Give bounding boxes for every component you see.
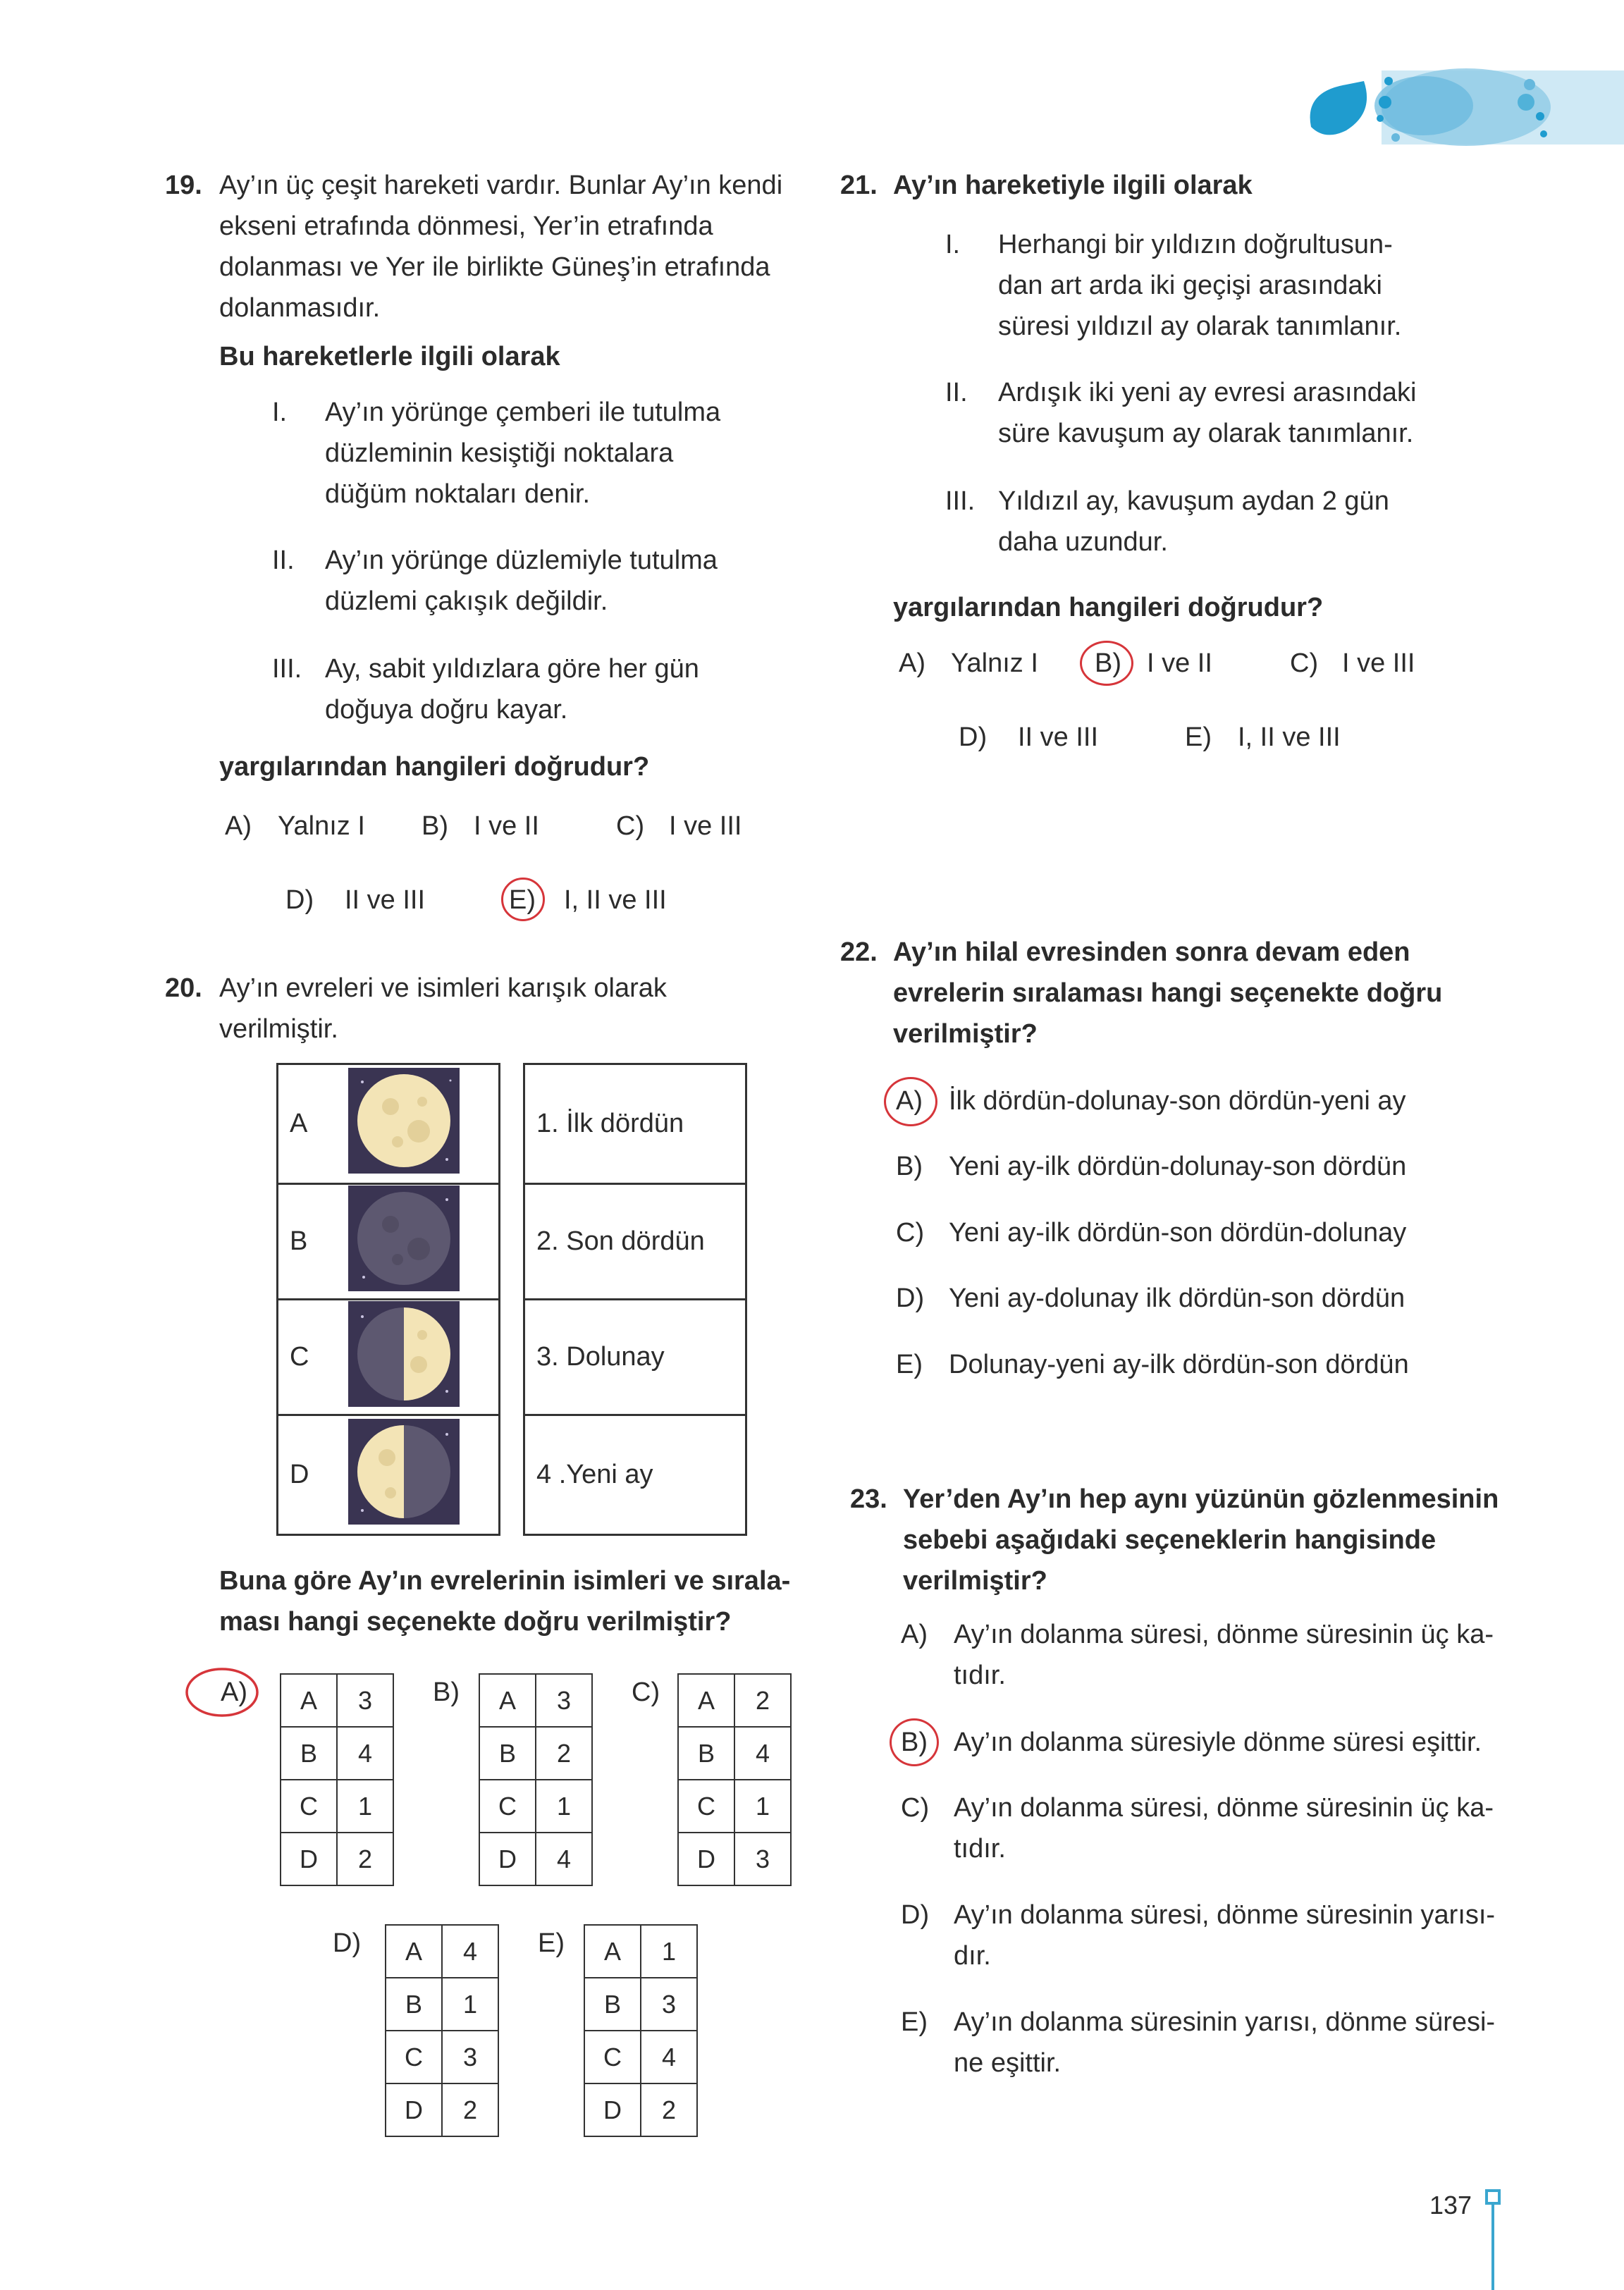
q23-option-d-line-1[interactable]: Ay’ın dolanma süresi, dönme süresinin yarısı- bbox=[954, 1900, 1496, 1930]
q22-option-d-letter[interactable]: D) bbox=[896, 1283, 925, 1313]
q23-option-c-line-1[interactable]: Ay’ın dolanma süresi, dönme süresinin üç ka- bbox=[954, 1793, 1494, 1823]
question-21-number: 21. bbox=[840, 171, 878, 200]
q23-option-a-line-2[interactable]: tıdır. bbox=[954, 1661, 1006, 1690]
q20-b-cell: B bbox=[479, 1727, 536, 1780]
phase-row-a bbox=[278, 1064, 500, 1184]
question-23-number: 23. bbox=[850, 1484, 887, 1514]
q21-statement-1-line-3: süresi yıldızıl ay olarak tanımlanır. bbox=[998, 312, 1402, 341]
question-20-question-line-2: ması hangi seçenekte doğru verilmiştir? bbox=[219, 1607, 732, 1637]
phase-label-b: B bbox=[278, 1184, 348, 1300]
question-19-stem-line-3: dolanması ve Yer ile birlikte Güneş’in etrafında bbox=[219, 252, 770, 282]
q21-statement-3-line-2: daha uzundur. bbox=[998, 527, 1168, 557]
q21-statement-1-line-2: dan art arda iki geçişi arasındaki bbox=[998, 271, 1382, 300]
q19-statement-1-roman: I. bbox=[272, 398, 288, 427]
q21-option-e-text[interactable]: I, II ve III bbox=[1238, 722, 1341, 752]
q19-option-b-text[interactable]: I ve II bbox=[474, 811, 539, 841]
question-20-question-line-1: Buna göre Ay’ın evrelerinin isimleri ve sırala- bbox=[219, 1566, 791, 1596]
q20-d-cell: C bbox=[386, 2031, 442, 2083]
question-19-number: 19. bbox=[165, 171, 202, 200]
q22-option-b-text[interactable]: Yeni ay-ilk dördün-dolunay-son dördün bbox=[949, 1152, 1407, 1181]
q20-d-cell: 2 bbox=[442, 2083, 498, 2136]
q19-option-b-letter[interactable]: B) bbox=[422, 811, 448, 841]
q21-option-b-letter[interactable]: B) bbox=[1095, 648, 1121, 678]
phase-name-2: 2. Son dördün bbox=[524, 1184, 746, 1300]
q20-option-d-letter[interactable]: D) bbox=[333, 1928, 362, 1958]
question-20-stem-line-2: verilmiştir. bbox=[219, 1014, 338, 1044]
q21-option-a-letter[interactable]: A) bbox=[899, 648, 925, 678]
q21-statement-1-line-1: Herhangi bir yıldızın doğrultusun- bbox=[998, 230, 1393, 259]
q19-statement-3-line-2: doğuya doğru kayar. bbox=[325, 695, 568, 725]
q19-statement-3-line-1: Ay, sabit yıldızlara göre her gün bbox=[325, 654, 699, 684]
question-19-lead: Bu hareketlerle ilgili olarak bbox=[219, 342, 560, 371]
q19-statement-2-line-2: düzlemi çakışık değildir. bbox=[325, 586, 608, 616]
q20-e-cell: 3 bbox=[641, 1978, 697, 2031]
q20-e-cell: 4 bbox=[641, 2031, 697, 2083]
q20-option-a-letter[interactable]: A) bbox=[221, 1678, 247, 1707]
q19-option-d-text[interactable]: II ve III bbox=[345, 885, 426, 915]
q22-option-e-letter[interactable]: E) bbox=[896, 1350, 923, 1379]
q20-d-cell: 4 bbox=[442, 1925, 498, 1978]
q23-option-a-letter[interactable]: A) bbox=[901, 1620, 928, 1649]
q19-option-e-text[interactable]: I, II ve III bbox=[564, 885, 667, 915]
q20-e-cell: C bbox=[584, 2031, 641, 2083]
q20-d-cell: 1 bbox=[442, 1978, 498, 2031]
q20-a-cell: 3 bbox=[337, 1674, 393, 1727]
q20-e-cell: A bbox=[584, 1925, 641, 1978]
q20-b-cell: 1 bbox=[536, 1780, 592, 1833]
phase-name-table bbox=[523, 1063, 747, 1536]
phase-name-1: 1. İlk dördün bbox=[524, 1064, 746, 1184]
q20-e-cell: D bbox=[584, 2083, 641, 2136]
q19-option-c-text[interactable]: I ve III bbox=[669, 811, 742, 841]
phase-row-d bbox=[278, 1415, 500, 1535]
q20-a-cell: D bbox=[281, 1833, 337, 1885]
q22-option-c-text[interactable]: Yeni ay-ilk dördün-son dördün-dolunay bbox=[949, 1218, 1407, 1248]
q19-option-a-letter[interactable]: A) bbox=[225, 811, 252, 841]
q19-option-c-letter[interactable]: C) bbox=[616, 811, 645, 841]
q22-option-c-letter[interactable]: C) bbox=[896, 1218, 925, 1248]
q21-statement-2-line-2: süre kavuşum ay olarak tanımlanır. bbox=[998, 419, 1414, 448]
question-23-stem-line-1: Yer’den Ay’ın hep aynı yüzünün gözlenmesinin bbox=[903, 1484, 1499, 1514]
phase-name-3: 3. Dolunay bbox=[524, 1300, 746, 1415]
q23-option-c-line-2[interactable]: tıdır. bbox=[954, 1834, 1006, 1864]
page-number: 137 bbox=[1429, 2191, 1472, 2220]
q20-b-cell: 4 bbox=[536, 1833, 592, 1885]
question-19-stem-line-2: ekseni etrafında dönmesi, Yer’in etrafında bbox=[219, 211, 713, 241]
q22-option-e-text[interactable]: Dolunay-yeni ay-ilk dördün-son dördün bbox=[949, 1350, 1409, 1379]
q20-c-cell: 1 bbox=[734, 1780, 791, 1833]
q19-option-a-text[interactable]: Yalnız I bbox=[278, 811, 365, 841]
q20-option-d-table[interactable] bbox=[385, 1924, 499, 2137]
q19-statement-3-roman: III. bbox=[272, 654, 302, 684]
phase-row-b bbox=[278, 1184, 500, 1300]
q19-statement-1-line-3: düğüm noktaları denir. bbox=[325, 479, 591, 509]
q20-a-cell: 1 bbox=[337, 1780, 393, 1833]
q21-option-e-letter[interactable]: E) bbox=[1185, 722, 1212, 752]
question-22-stem-line-3: verilmiştir? bbox=[893, 1019, 1038, 1049]
question-21-question: yargılarından hangileri doğrudur? bbox=[893, 593, 1324, 622]
q21-option-c-text[interactable]: I ve III bbox=[1342, 648, 1415, 678]
q20-option-e-letter[interactable]: E) bbox=[538, 1928, 565, 1958]
q21-option-a-text[interactable]: Yalnız I bbox=[951, 648, 1038, 678]
question-19-question: yargılarından hangileri doğrudur? bbox=[219, 752, 650, 782]
question-19-stem-line-4: dolanmasıdır. bbox=[219, 293, 381, 323]
first-quarter-moon-icon bbox=[348, 1301, 460, 1407]
phase-image-table bbox=[276, 1063, 500, 1536]
q20-option-c-letter[interactable]: C) bbox=[632, 1678, 660, 1707]
q21-statement-1-roman: I. bbox=[945, 230, 961, 259]
q23-option-b-letter[interactable]: B) bbox=[901, 1728, 928, 1757]
q20-d-cell: A bbox=[386, 1925, 442, 1978]
q20-a-cell: A bbox=[281, 1674, 337, 1727]
q21-statement-2-roman: II. bbox=[945, 378, 968, 407]
phase-label-d: D bbox=[278, 1415, 348, 1535]
q20-c-cell: B bbox=[678, 1727, 734, 1780]
q20-b-cell: C bbox=[479, 1780, 536, 1833]
q19-statement-2-line-1: Ay’ın yörünge düzlemiyle tutulma bbox=[325, 546, 718, 575]
q20-d-cell: D bbox=[386, 2083, 442, 2136]
q22-option-d-text[interactable]: Yeni ay-dolunay ilk dördün-son dördün bbox=[949, 1283, 1405, 1313]
question-21-stem: Ay’ın hareketiyle ilgili olarak bbox=[893, 171, 1253, 200]
q20-option-e-table[interactable] bbox=[584, 1924, 698, 2137]
q20-c-cell: A bbox=[678, 1674, 734, 1727]
q23-option-b-line-1[interactable]: Ay’ın dolanma süresiyle dönme süresi eşittir. bbox=[954, 1728, 1482, 1757]
q20-c-cell: 2 bbox=[734, 1674, 791, 1727]
q20-b-cell: A bbox=[479, 1674, 536, 1727]
question-20-number: 20. bbox=[165, 973, 202, 1003]
q22-option-b-letter[interactable]: B) bbox=[896, 1152, 923, 1181]
q20-a-cell: 4 bbox=[337, 1727, 393, 1780]
full-moon-icon bbox=[348, 1068, 460, 1174]
q21-option-b-text[interactable]: I ve II bbox=[1147, 648, 1212, 678]
last-quarter-moon-icon bbox=[348, 1419, 460, 1525]
q20-c-cell: D bbox=[678, 1833, 734, 1885]
q19-statement-1-line-1: Ay’ın yörünge çemberi ile tutulma bbox=[325, 398, 721, 427]
q19-statement-1-line-2: düzleminin kesiştiği noktalara bbox=[325, 438, 674, 468]
question-22-stem-line-2: evrelerin sıralaması hangi seçenekte doğru bbox=[893, 978, 1443, 1008]
q21-option-d-letter[interactable]: D) bbox=[959, 722, 988, 752]
q20-d-cell: 3 bbox=[442, 2031, 498, 2083]
q20-option-c-table[interactable] bbox=[677, 1673, 792, 1886]
q20-c-cell: 3 bbox=[734, 1833, 791, 1885]
q19-option-d-letter[interactable]: D) bbox=[285, 885, 314, 915]
q20-a-cell: C bbox=[281, 1780, 337, 1833]
q23-option-c-letter[interactable]: C) bbox=[901, 1793, 930, 1823]
q20-e-cell: B bbox=[584, 1978, 641, 2031]
phase-name-4: 4 .Yeni ay bbox=[524, 1415, 746, 1535]
q20-e-cell: 1 bbox=[641, 1925, 697, 1978]
q20-a-cell: B bbox=[281, 1727, 337, 1780]
q19-statement-2-roman: II. bbox=[272, 546, 295, 575]
q23-option-d-letter[interactable]: D) bbox=[901, 1900, 930, 1930]
q21-option-d-text[interactable]: II ve III bbox=[1018, 722, 1099, 752]
q21-statement-3-roman: III. bbox=[945, 486, 976, 516]
phase-label-c: C bbox=[278, 1300, 348, 1415]
q23-option-e-letter[interactable]: E) bbox=[901, 2007, 928, 2037]
question-22-stem-line-1: Ay’ın hilal evresinden sonra devam eden bbox=[893, 937, 1410, 967]
q23-option-e-line-2[interactable]: ne eşittir. bbox=[954, 2048, 1062, 2078]
question-19-stem-line-1: Ay’ın üç çeşit hareketi vardır. Bunlar Ay’ın kendi bbox=[219, 171, 783, 200]
q20-a-cell: 2 bbox=[337, 1833, 393, 1885]
page-marker-icon bbox=[1484, 2189, 1503, 2290]
phase-row-c bbox=[278, 1300, 500, 1415]
question-22-number: 22. bbox=[840, 937, 878, 967]
question-23-stem-line-3: verilmiştir? bbox=[903, 1566, 1047, 1596]
q23-option-a-line-1[interactable]: Ay’ın dolanma süresi, dönme süresinin üç ka- bbox=[954, 1620, 1494, 1649]
q23-option-e-line-1[interactable]: Ay’ın dolanma süresinin yarısı, dönme süresi- bbox=[954, 2007, 1496, 2037]
q20-option-b-letter[interactable]: B) bbox=[433, 1678, 460, 1707]
q21-statement-3-line-1: Yıldızıl ay, kavuşum aydan 2 gün bbox=[998, 486, 1389, 516]
q20-e-cell: 2 bbox=[641, 2083, 697, 2136]
q22-option-a-letter[interactable]: A) bbox=[896, 1086, 923, 1116]
q20-c-cell: C bbox=[678, 1780, 734, 1833]
q19-option-e-letter[interactable]: E) bbox=[509, 885, 536, 915]
q21-option-c-letter[interactable]: C) bbox=[1290, 648, 1319, 678]
q20-b-cell: D bbox=[479, 1833, 536, 1885]
q20-c-cell: 4 bbox=[734, 1727, 791, 1780]
new-moon-icon bbox=[348, 1186, 460, 1291]
q20-d-cell: B bbox=[386, 1978, 442, 2031]
q20-option-a-table[interactable] bbox=[280, 1673, 394, 1886]
q20-b-cell: 2 bbox=[536, 1727, 592, 1780]
question-23-stem-line-2: sebebi aşağıdaki seçeneklerin hangisinde bbox=[903, 1525, 1437, 1555]
question-20-stem-line-1: Ay’ın evreleri ve isimleri karışık olarak bbox=[219, 973, 667, 1003]
q20-option-b-table[interactable] bbox=[479, 1673, 593, 1886]
q20-b-cell: 3 bbox=[536, 1674, 592, 1727]
q23-option-d-line-2[interactable]: dır. bbox=[954, 1941, 991, 1971]
header-decoration bbox=[1297, 63, 1624, 155]
phase-label-a: A bbox=[278, 1064, 348, 1184]
q22-option-a-text[interactable]: İlk dördün-dolunay-son dördün-yeni ay bbox=[949, 1086, 1406, 1116]
q21-statement-2-line-1: Ardışık iki yeni ay evresi arasındaki bbox=[998, 378, 1417, 407]
